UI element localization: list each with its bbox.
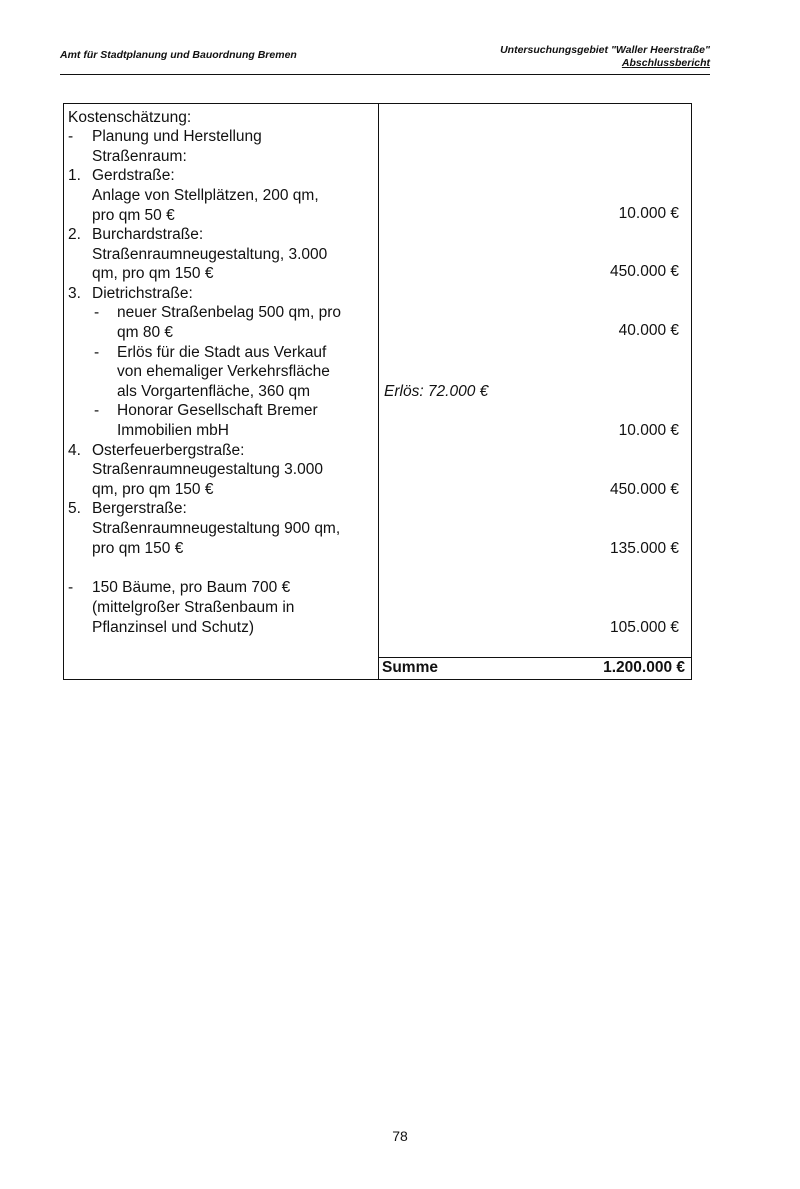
description-line: als Vorgartenfläche, 360 qm: [117, 383, 311, 400]
description-line: Straßenraumneugestaltung, 3.000: [92, 246, 328, 263]
header-divider: [60, 74, 710, 75]
description-line: Osterfeuerbergstraße:: [92, 442, 245, 459]
description-line: von ehemaliger Verkehrsfläche: [117, 363, 330, 380]
list-marker: -: [94, 344, 100, 361]
cost-estimate-table: [63, 103, 692, 680]
description-line: Dietrichstraße:: [92, 285, 193, 302]
header-report-type: Abschlussbericht: [621, 57, 710, 69]
list-marker: -: [94, 402, 100, 419]
description-line: pro qm 150 €: [92, 540, 184, 557]
description-line: (mittelgroßer Straßenbaum in: [92, 599, 295, 616]
amount-osterfeuerbergstrasse: 450.000 €: [610, 481, 679, 498]
list-marker: 3.: [68, 285, 81, 302]
description-line: Burchardstraße:: [92, 226, 204, 243]
sum-label: Summe: [382, 659, 438, 676]
list-marker: -: [68, 579, 74, 596]
amount-gerdstrasse: 10.000 €: [618, 205, 679, 222]
list-marker: 5.: [68, 500, 81, 517]
description-line: Anlage von Stellplätzen, 200 qm,: [92, 187, 319, 204]
description-line: Straßenraumneugestaltung 3.000: [92, 461, 323, 478]
amount-burchardstrasse: 450.000 €: [610, 263, 679, 280]
description-line: Erlös für die Stadt aus Verkauf: [117, 344, 327, 361]
amount-dietrichstrasse-belag: 40.000 €: [618, 322, 679, 339]
description-line: qm, pro qm 150 €: [92, 481, 214, 498]
description-line: qm 80 €: [117, 324, 174, 341]
page-header: [60, 44, 710, 76]
description-line: neuer Straßenbelag 500 qm, pro: [117, 304, 342, 321]
list-marker: -: [68, 128, 74, 145]
amount-dietrichstrasse-honorar: 10.000 €: [618, 422, 679, 439]
description-line: pro qm 50 €: [92, 207, 175, 224]
sum-value: 1.200.000 €: [603, 659, 685, 676]
description-line: Immobilien mbH: [117, 422, 229, 439]
list-marker: 2.: [68, 226, 81, 243]
description-line: Bergerstraße:: [92, 500, 187, 517]
description-line: qm, pro qm 150 €: [92, 265, 214, 282]
description-line: Gerdstraße:: [92, 167, 175, 184]
header-study-area: Untersuchungsgebiet "Waller Heerstraße": [500, 44, 710, 56]
page-number: 78: [392, 1128, 408, 1144]
column-divider: [378, 104, 379, 679]
list-marker: 1.: [68, 167, 81, 184]
description-line: Pflanzinsel und Schutz): [92, 619, 254, 636]
description-line: Honorar Gesellschaft Bremer: [117, 402, 318, 419]
amount-baeume: 105.000 €: [610, 619, 679, 636]
description-line: Planung und Herstellung: [92, 128, 262, 145]
description-line: 150 Bäume, pro Baum 700 €: [92, 579, 291, 596]
header-report-info: [500, 44, 710, 70]
header-department: Amt für Stadtplanung und Bauordnung Bremen: [60, 49, 297, 61]
list-marker: 4.: [68, 442, 81, 459]
description-line: Straßenraumneugestaltung 900 qm,: [92, 520, 341, 537]
description-line: Straßenraum:: [92, 148, 187, 165]
description-line: Kostenschätzung:: [68, 109, 192, 126]
amount-bergerstrasse: 135.000 €: [610, 540, 679, 557]
revenue-note: Erlös: 72.000 €: [384, 383, 489, 400]
list-marker: -: [94, 304, 100, 321]
